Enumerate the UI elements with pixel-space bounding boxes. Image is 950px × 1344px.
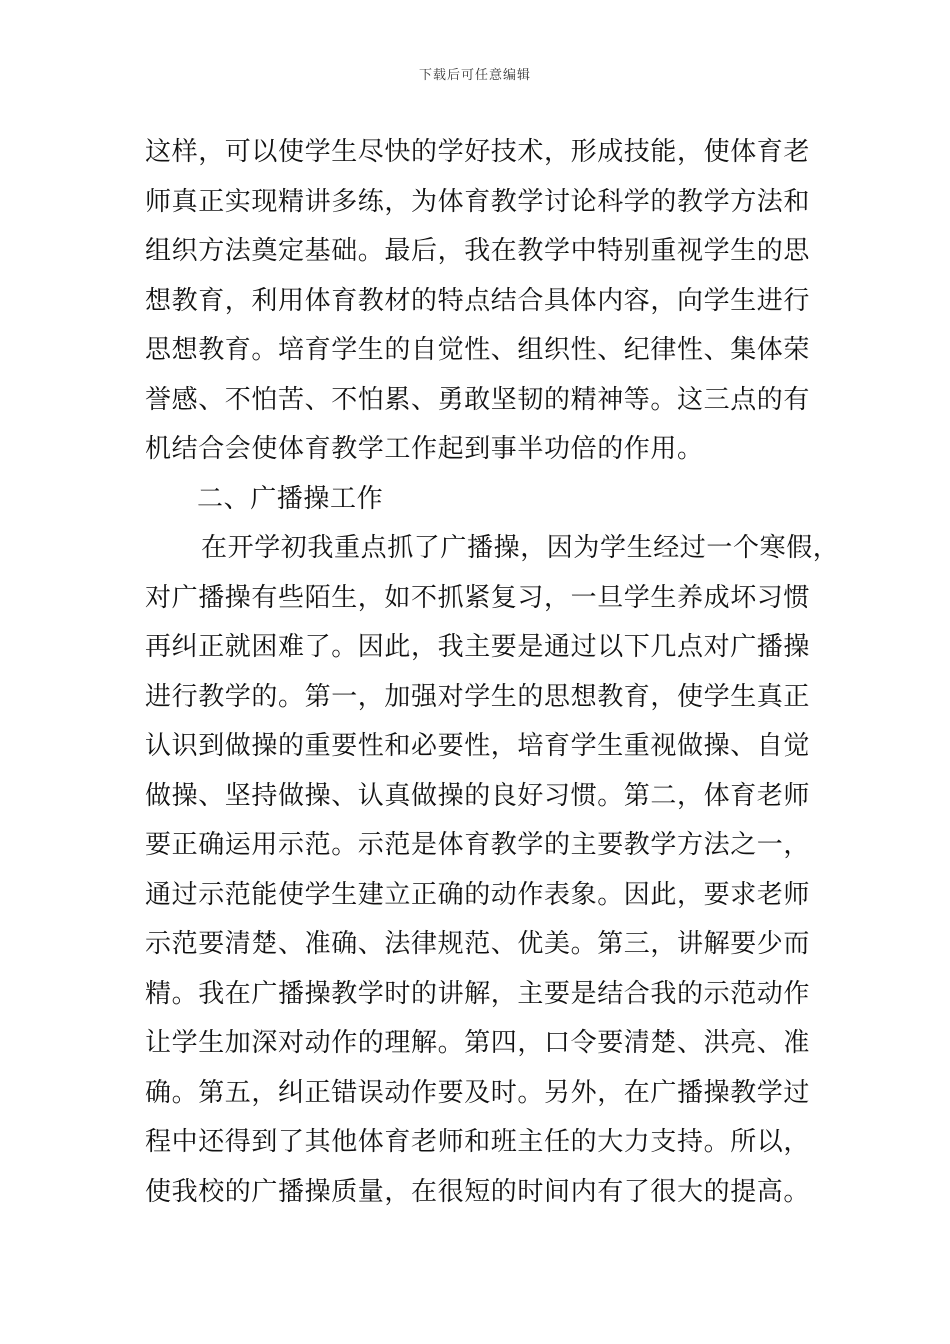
text-line: 组织方法奠定基础。最后，我在教学中特别重视学生的思 [145,236,811,266]
text-line: 思想教育。培育学生的自觉性、组织性、纪律性、集体荣 [145,335,811,365]
text-line: 进行教学的。第一，加强对学生的思想教育，使学生真正 [145,681,811,712]
text-line: 精。我在广播操教学时的讲解，主要是结合我的示范动作 [145,978,811,1009]
text-line: 对广播操有些陌生，如不抓紧复习，一旦学生养成坏习惯 [145,582,811,613]
text-line: 要正确运用示范。示范是体育教学的主要教学方法之一， [145,830,811,860]
text-line: 认识到做操的重要性和必要性，培育学生重视做操、自觉 [145,731,811,761]
section-heading: 二、广播操工作 [197,483,384,514]
text-line: 师真正实现精讲多练，为体育教学讨论科学的教学方法和 [145,186,811,217]
text-line: 机结合会使体育教学工作起到事半功倍的作用。 [145,434,704,464]
header-note: 下载后可任意编辑 [418,68,531,83]
text-line: 让学生加深对动作的理解。第四，口令要清楚、洪亮、准 [145,1028,811,1058]
text-line: 这样，可以使学生尽快的学好技术，形成技能，使体育老 [145,137,811,167]
text-line: 想教育，利用体育教材的特点结合具体内容，向学生进行 [145,285,811,316]
text-line: 通过示范能使学生建立正确的动作表象。因此，要求老师 [145,879,811,910]
text-line: 再纠正就困难了。因此，我主要是通过以下几点对广播操 [145,632,811,662]
text-line: 确。第五，纠正错误动作要及时。另外，在广播操教学过 [145,1077,811,1108]
text-line: 在开学初我重点抓了广播操，因为学生经过一个寒假， [201,533,840,563]
text-line: 程中还得到了其他体育老师和班主任的大力支持。所以， [145,1127,811,1157]
text-line: 使我校的广播操质量，在很短的时间内有了很大的提高。 [145,1176,811,1207]
text-line: 示范要清楚、准确、法律规范、优美。第三，讲解要少而 [145,929,811,959]
text-line: 做操、坚持做操、认真做操的良好习惯。第二，体育老师 [145,780,811,811]
text-line: 誉感、不怕苦、不怕累、勇敢坚韧的精神等。这三点的有 [145,384,811,415]
body-text [145,128,840,1217]
